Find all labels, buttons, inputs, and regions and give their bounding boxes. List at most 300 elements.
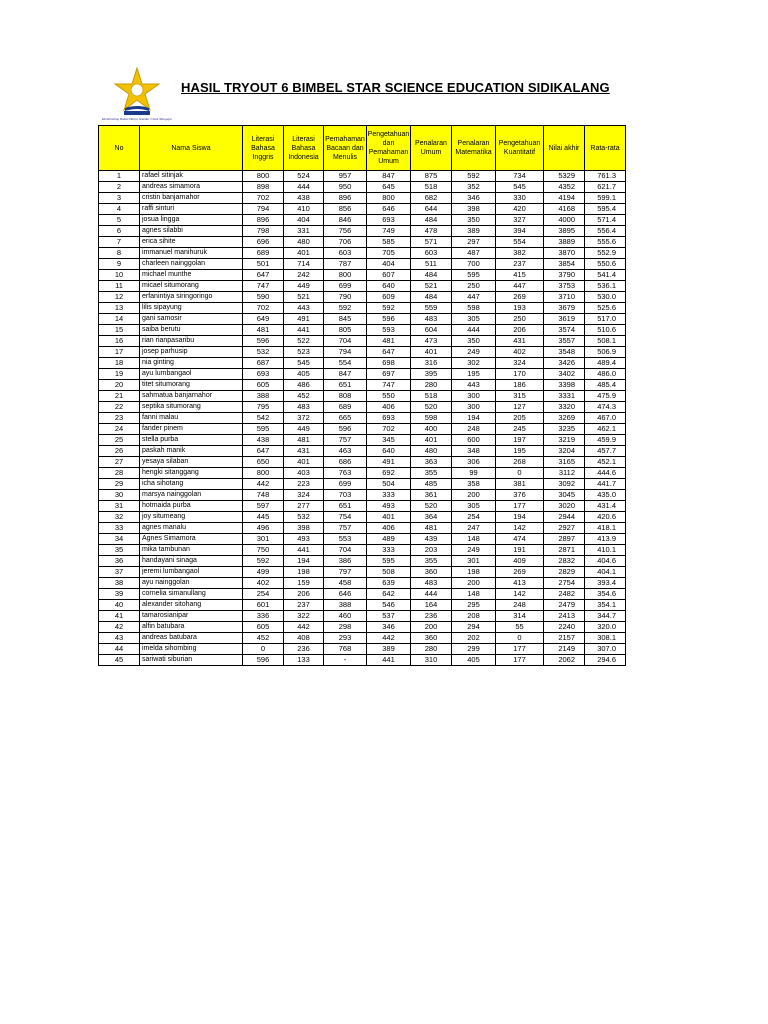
cell-literasi-inggris: 605 bbox=[243, 380, 284, 391]
cell-pengetahuan-kuantitatif: 142 bbox=[496, 523, 544, 534]
table-row bbox=[99, 237, 626, 248]
cell-penalaran-matematika: 352 bbox=[452, 182, 496, 193]
cell-rata-rata: 621.7 bbox=[585, 182, 626, 193]
cell-pengetahuan-kuantitatif: 205 bbox=[496, 413, 544, 424]
cell-penalaran-umum: 360 bbox=[411, 567, 452, 578]
cell-nilai-akhir: 2479 bbox=[544, 600, 585, 611]
cell-pemahaman-bacaan: 896 bbox=[324, 193, 367, 204]
cell-no: 1 bbox=[99, 171, 140, 182]
cell-name: ayu nainggolan bbox=[140, 578, 243, 589]
cell-name: mika tambunan bbox=[140, 545, 243, 556]
cell-penalaran-matematika: 405 bbox=[452, 655, 496, 666]
cell-pemahaman-bacaan: 706 bbox=[324, 237, 367, 248]
cell-pemahaman-bacaan: 794 bbox=[324, 347, 367, 358]
cell-name: gani samosir bbox=[140, 314, 243, 325]
cell-pengetahuan-kuantitatif: 142 bbox=[496, 589, 544, 600]
cell-name: sahmatua banjarnahor bbox=[140, 391, 243, 402]
cell-pemahaman-bacaan: 797 bbox=[324, 567, 367, 578]
cell-nilai-akhir: 3426 bbox=[544, 358, 585, 369]
table-row bbox=[99, 435, 626, 446]
cell-penalaran-umum: 355 bbox=[411, 468, 452, 479]
cell-pemahaman-bacaan: 553 bbox=[324, 534, 367, 545]
cell-name: fander pinem bbox=[140, 424, 243, 435]
cell-literasi-inggris: 702 bbox=[243, 303, 284, 314]
cell-literasi-indonesia: 401 bbox=[284, 457, 324, 468]
cell-pengetahuan-umum: 442 bbox=[367, 633, 411, 644]
cell-pemahaman-bacaan: 293 bbox=[324, 633, 367, 644]
table-row bbox=[99, 347, 626, 358]
cell-literasi-inggris: 452 bbox=[243, 633, 284, 644]
cell-penalaran-matematika: 306 bbox=[452, 457, 496, 468]
cell-penalaran-umum: 236 bbox=[411, 611, 452, 622]
cell-name: josua lingga bbox=[140, 215, 243, 226]
cell-name: stella purba bbox=[140, 435, 243, 446]
cell-no: 5 bbox=[99, 215, 140, 226]
cell-pengetahuan-kuantitatif: 545 bbox=[496, 182, 544, 193]
cell-pengetahuan-kuantitatif: 314 bbox=[496, 611, 544, 622]
cell-no: 26 bbox=[99, 446, 140, 457]
cell-penalaran-umum: 484 bbox=[411, 270, 452, 281]
cell-penalaran-matematika: 295 bbox=[452, 600, 496, 611]
cell-no: 20 bbox=[99, 380, 140, 391]
cell-pemahaman-bacaan: 800 bbox=[324, 270, 367, 281]
cell-penalaran-umum: 520 bbox=[411, 501, 452, 512]
cell-literasi-indonesia: 486 bbox=[284, 380, 324, 391]
cell-nilai-akhir: 4194 bbox=[544, 193, 585, 204]
cell-name: cristin banjarnahor bbox=[140, 193, 243, 204]
cell-nilai-akhir: 2157 bbox=[544, 633, 585, 644]
cell-no: 6 bbox=[99, 226, 140, 237]
cell-penalaran-matematika: 299 bbox=[452, 644, 496, 655]
cell-literasi-indonesia: 194 bbox=[284, 556, 324, 567]
cell-penalaran-umum: 360 bbox=[411, 633, 452, 644]
cell-pengetahuan-kuantitatif: 315 bbox=[496, 391, 544, 402]
cell-literasi-indonesia: 483 bbox=[284, 402, 324, 413]
cell-nilai-akhir: 3398 bbox=[544, 380, 585, 391]
cell-pemahaman-bacaan: 298 bbox=[324, 622, 367, 633]
cell-pengetahuan-kuantitatif: 186 bbox=[496, 380, 544, 391]
cell-no: 43 bbox=[99, 633, 140, 644]
cell-penalaran-matematika: 487 bbox=[452, 248, 496, 259]
cell-penalaran-umum: 439 bbox=[411, 534, 452, 545]
table-row bbox=[99, 380, 626, 391]
header-penalaran-umum: Penalaran Umum bbox=[411, 126, 452, 171]
cell-literasi-inggris: 747 bbox=[243, 281, 284, 292]
cell-nilai-akhir: 2897 bbox=[544, 534, 585, 545]
header-penalaran-matematika: Penalaran Matematika bbox=[452, 126, 496, 171]
cell-pengetahuan-kuantitatif: 734 bbox=[496, 171, 544, 182]
cell-name: rian rianpasaribu bbox=[140, 336, 243, 347]
cell-penalaran-matematika: 249 bbox=[452, 545, 496, 556]
table-row bbox=[99, 655, 626, 666]
table-row bbox=[99, 490, 626, 501]
cell-no: 11 bbox=[99, 281, 140, 292]
table-row bbox=[99, 215, 626, 226]
cell-pemahaman-bacaan: 460 bbox=[324, 611, 367, 622]
cell-pengetahuan-kuantitatif: 394 bbox=[496, 226, 544, 237]
cell-pengetahuan-umum: 504 bbox=[367, 479, 411, 490]
cell-penalaran-matematika: 346 bbox=[452, 193, 496, 204]
cell-penalaran-matematika: 600 bbox=[452, 435, 496, 446]
cell-rata-rata: 354.6 bbox=[585, 589, 626, 600]
cell-nilai-akhir: 3045 bbox=[544, 490, 585, 501]
cell-nilai-akhir: 2944 bbox=[544, 512, 585, 523]
table-row bbox=[99, 413, 626, 424]
cell-name: icha sihotang bbox=[140, 479, 243, 490]
cell-literasi-inggris: 647 bbox=[243, 270, 284, 281]
cell-nilai-akhir: 2413 bbox=[544, 611, 585, 622]
cell-rata-rata: 550.6 bbox=[585, 259, 626, 270]
cell-penalaran-matematika: 389 bbox=[452, 226, 496, 237]
cell-pengetahuan-kuantitatif: 197 bbox=[496, 435, 544, 446]
table-row bbox=[99, 644, 626, 655]
table-row bbox=[99, 556, 626, 567]
cell-pengetahuan-umum: 645 bbox=[367, 182, 411, 193]
cell-pengetahuan-umum: 592 bbox=[367, 303, 411, 314]
cell-literasi-inggris: 693 bbox=[243, 369, 284, 380]
star-logo bbox=[102, 64, 172, 122]
cell-penalaran-matematika: 444 bbox=[452, 325, 496, 336]
cell-name: jeremi lumbangaol bbox=[140, 567, 243, 578]
results-table bbox=[98, 125, 626, 666]
cell-pemahaman-bacaan: - bbox=[324, 655, 367, 666]
cell-pengetahuan-kuantitatif: 409 bbox=[496, 556, 544, 567]
cell-nilai-akhir: 3619 bbox=[544, 314, 585, 325]
cell-name: titet situmorang bbox=[140, 380, 243, 391]
cell-penalaran-umum: 203 bbox=[411, 545, 452, 556]
table-row bbox=[99, 446, 626, 457]
cell-literasi-inggris: 254 bbox=[243, 589, 284, 600]
cell-no: 24 bbox=[99, 424, 140, 435]
cell-name: rafael sitinjak bbox=[140, 171, 243, 182]
cell-literasi-inggris: 438 bbox=[243, 435, 284, 446]
cell-literasi-indonesia: 431 bbox=[284, 446, 324, 457]
cell-pengetahuan-umum: 640 bbox=[367, 281, 411, 292]
table-row bbox=[99, 523, 626, 534]
cell-pengetahuan-umum: 489 bbox=[367, 534, 411, 545]
table-row bbox=[99, 534, 626, 545]
cell-pemahaman-bacaan: 790 bbox=[324, 292, 367, 303]
cell-pengetahuan-umum: 491 bbox=[367, 457, 411, 468]
cell-pemahaman-bacaan: 686 bbox=[324, 457, 367, 468]
table-row bbox=[99, 479, 626, 490]
cell-literasi-indonesia: 441 bbox=[284, 325, 324, 336]
cell-pengetahuan-kuantitatif: 327 bbox=[496, 215, 544, 226]
table-row bbox=[99, 589, 626, 600]
cell-literasi-indonesia: 223 bbox=[284, 479, 324, 490]
cell-name: handayani sinaga bbox=[140, 556, 243, 567]
table-row bbox=[99, 270, 626, 281]
cell-literasi-indonesia: 372 bbox=[284, 413, 324, 424]
cell-pemahaman-bacaan: 845 bbox=[324, 314, 367, 325]
cell-nilai-akhir: 3548 bbox=[544, 347, 585, 358]
cell-pemahaman-bacaan: 463 bbox=[324, 446, 367, 457]
cell-literasi-inggris: 596 bbox=[243, 336, 284, 347]
cell-rata-rata: 489.4 bbox=[585, 358, 626, 369]
cell-pengetahuan-kuantitatif: 193 bbox=[496, 303, 544, 314]
cell-rata-rata: 474.3 bbox=[585, 402, 626, 413]
cell-penalaran-umum: 484 bbox=[411, 215, 452, 226]
cell-penalaran-umum: 604 bbox=[411, 325, 452, 336]
table-row bbox=[99, 204, 626, 215]
cell-pengetahuan-umum: 406 bbox=[367, 523, 411, 534]
cell-literasi-inggris: 750 bbox=[243, 545, 284, 556]
cell-rata-rata: 435.0 bbox=[585, 490, 626, 501]
header-pemahaman-bacaan: Pemahaman Bacaan dan Menulis bbox=[324, 126, 367, 171]
cell-no: 25 bbox=[99, 435, 140, 446]
cell-no: 38 bbox=[99, 578, 140, 589]
cell-name: andreas batubara bbox=[140, 633, 243, 644]
cell-name: sariwati siburian bbox=[140, 655, 243, 666]
cell-no: 34 bbox=[99, 534, 140, 545]
cell-literasi-inggris: 898 bbox=[243, 182, 284, 193]
table-row bbox=[99, 391, 626, 402]
cell-pengetahuan-kuantitatif: 415 bbox=[496, 270, 544, 281]
cell-nilai-akhir: 2149 bbox=[544, 644, 585, 655]
cell-penalaran-umum: 361 bbox=[411, 490, 452, 501]
cell-penalaran-matematika: 202 bbox=[452, 633, 496, 644]
cell-nilai-akhir: 2832 bbox=[544, 556, 585, 567]
cell-name: paskah manik bbox=[140, 446, 243, 457]
cell-name: hotmaida purba bbox=[140, 501, 243, 512]
cell-nilai-akhir: 2927 bbox=[544, 523, 585, 534]
cell-rata-rata: 441.7 bbox=[585, 479, 626, 490]
table-row bbox=[99, 369, 626, 380]
cell-literasi-inggris: 445 bbox=[243, 512, 284, 523]
cell-rata-rata: 552.9 bbox=[585, 248, 626, 259]
cell-penalaran-umum: 363 bbox=[411, 457, 452, 468]
cell-pemahaman-bacaan: 950 bbox=[324, 182, 367, 193]
cell-pengetahuan-umum: 595 bbox=[367, 556, 411, 567]
cell-pengetahuan-kuantitatif: 402 bbox=[496, 347, 544, 358]
cell-name: cornelia simanullang bbox=[140, 589, 243, 600]
cell-pengetahuan-umum: 647 bbox=[367, 347, 411, 358]
cell-rata-rata: 506.9 bbox=[585, 347, 626, 358]
cell-penalaran-umum: 355 bbox=[411, 556, 452, 567]
page-title: HASIL TRYOUT 6 BIMBEL STAR SCIENCE EDUCATION SIDIKALANG bbox=[181, 80, 610, 95]
cell-pengetahuan-umum: 406 bbox=[367, 402, 411, 413]
cell-pemahaman-bacaan: 651 bbox=[324, 501, 367, 512]
cell-pengetahuan-umum: 596 bbox=[367, 314, 411, 325]
cell-literasi-indonesia: 401 bbox=[284, 248, 324, 259]
cell-no: 32 bbox=[99, 512, 140, 523]
cell-pengetahuan-kuantitatif: 194 bbox=[496, 512, 544, 523]
header-nama-siswa: Nama Siswa bbox=[140, 126, 243, 171]
cell-literasi-inggris: 595 bbox=[243, 424, 284, 435]
cell-literasi-indonesia: 236 bbox=[284, 644, 324, 655]
cell-literasi-inggris: 896 bbox=[243, 215, 284, 226]
cell-penalaran-matematika: 300 bbox=[452, 402, 496, 413]
cell-penalaran-umum: 480 bbox=[411, 446, 452, 457]
cell-name: erfanintiya siringoringo bbox=[140, 292, 243, 303]
cell-rata-rata: 525.6 bbox=[585, 303, 626, 314]
header-no: No bbox=[99, 126, 140, 171]
cell-pengetahuan-kuantitatif: 324 bbox=[496, 358, 544, 369]
cell-pengetahuan-umum: 747 bbox=[367, 380, 411, 391]
cell-pengetahuan-umum: 508 bbox=[367, 567, 411, 578]
cell-penalaran-matematika: 301 bbox=[452, 556, 496, 567]
cell-name: saiba berutu bbox=[140, 325, 243, 336]
cell-penalaran-matematika: 294 bbox=[452, 622, 496, 633]
cell-pengetahuan-umum: 481 bbox=[367, 336, 411, 347]
cell-literasi-indonesia: 532 bbox=[284, 512, 324, 523]
cell-rata-rata: 599.1 bbox=[585, 193, 626, 204]
cell-pemahaman-bacaan: 458 bbox=[324, 578, 367, 589]
cell-literasi-inggris: 499 bbox=[243, 567, 284, 578]
cell-penalaran-umum: 310 bbox=[411, 655, 452, 666]
cell-nilai-akhir: 3895 bbox=[544, 226, 585, 237]
cell-pengetahuan-umum: 749 bbox=[367, 226, 411, 237]
cell-pengetahuan-umum: 646 bbox=[367, 204, 411, 215]
cell-no: 22 bbox=[99, 402, 140, 413]
cell-pengetahuan-kuantitatif: 268 bbox=[496, 457, 544, 468]
cell-pengetahuan-kuantitatif: 245 bbox=[496, 424, 544, 435]
cell-nilai-akhir: 2829 bbox=[544, 567, 585, 578]
cell-penalaran-umum: 571 bbox=[411, 237, 452, 248]
cell-no: 33 bbox=[99, 523, 140, 534]
cell-literasi-inggris: 481 bbox=[243, 325, 284, 336]
cell-pengetahuan-umum: 642 bbox=[367, 589, 411, 600]
cell-nilai-akhir: 2240 bbox=[544, 622, 585, 633]
cell-literasi-inggris: 336 bbox=[243, 611, 284, 622]
cell-rata-rata: 485.4 bbox=[585, 380, 626, 391]
cell-literasi-indonesia: 133 bbox=[284, 655, 324, 666]
cell-pengetahuan-umum: 546 bbox=[367, 600, 411, 611]
cell-pemahaman-bacaan: 756 bbox=[324, 226, 367, 237]
cell-pengetahuan-kuantitatif: 195 bbox=[496, 446, 544, 457]
cell-pemahaman-bacaan: 754 bbox=[324, 512, 367, 523]
cell-rata-rata: 294.6 bbox=[585, 655, 626, 666]
table-row bbox=[99, 622, 626, 633]
cell-literasi-indonesia: 237 bbox=[284, 600, 324, 611]
cell-penalaran-umum: 200 bbox=[411, 622, 452, 633]
cell-rata-rata: 508.1 bbox=[585, 336, 626, 347]
cell-nilai-akhir: 3331 bbox=[544, 391, 585, 402]
cell-no: 4 bbox=[99, 204, 140, 215]
cell-literasi-indonesia: 493 bbox=[284, 534, 324, 545]
cell-penalaran-matematika: 305 bbox=[452, 314, 496, 325]
cell-penalaran-umum: 280 bbox=[411, 644, 452, 655]
cell-literasi-inggris: 605 bbox=[243, 622, 284, 633]
cell-literasi-indonesia: 545 bbox=[284, 358, 324, 369]
cell-pengetahuan-kuantitatif: 0 bbox=[496, 468, 544, 479]
cell-penalaran-umum: 401 bbox=[411, 347, 452, 358]
cell-literasi-indonesia: 206 bbox=[284, 589, 324, 600]
cell-penalaran-matematika: 148 bbox=[452, 589, 496, 600]
cell-nilai-akhir: 2754 bbox=[544, 578, 585, 589]
cell-pengetahuan-umum: 493 bbox=[367, 501, 411, 512]
cell-no: 42 bbox=[99, 622, 140, 633]
cell-name: hengki sitanggang bbox=[140, 468, 243, 479]
cell-literasi-indonesia: 524 bbox=[284, 171, 324, 182]
cell-pengetahuan-kuantitatif: 413 bbox=[496, 578, 544, 589]
cell-pengetahuan-kuantitatif: 250 bbox=[496, 314, 544, 325]
cell-penalaran-matematika: 194 bbox=[452, 413, 496, 424]
cell-name: marsya nainggolan bbox=[140, 490, 243, 501]
cell-literasi-inggris: 0 bbox=[243, 644, 284, 655]
cell-pemahaman-bacaan: 805 bbox=[324, 325, 367, 336]
cell-literasi-indonesia: 404 bbox=[284, 215, 324, 226]
cell-penalaran-umum: 603 bbox=[411, 248, 452, 259]
cell-no: 45 bbox=[99, 655, 140, 666]
table-row bbox=[99, 358, 626, 369]
cell-nilai-akhir: 3204 bbox=[544, 446, 585, 457]
cell-penalaran-matematika: 358 bbox=[452, 479, 496, 490]
header-row bbox=[99, 126, 626, 171]
cell-penalaran-matematika: 249 bbox=[452, 347, 496, 358]
cell-no: 31 bbox=[99, 501, 140, 512]
cell-literasi-inggris: 402 bbox=[243, 578, 284, 589]
header-literasi-bahasa-indonesia: Literasi Bahasa Indonesia bbox=[284, 126, 324, 171]
cell-nilai-akhir: 3269 bbox=[544, 413, 585, 424]
cell-penalaran-matematika: 348 bbox=[452, 446, 496, 457]
star-logo-icon bbox=[102, 64, 172, 122]
cell-literasi-inggris: 442 bbox=[243, 479, 284, 490]
cell-name: Agnes Simamora bbox=[140, 534, 243, 545]
cell-penalaran-umum: 644 bbox=[411, 204, 452, 215]
cell-rata-rata: 457.7 bbox=[585, 446, 626, 457]
cell-literasi-inggris: 689 bbox=[243, 248, 284, 259]
cell-name: micael situmorang bbox=[140, 281, 243, 292]
cell-literasi-inggris: 702 bbox=[243, 193, 284, 204]
cell-nilai-akhir: 3557 bbox=[544, 336, 585, 347]
cell-pengetahuan-umum: 800 bbox=[367, 193, 411, 204]
cell-nilai-akhir: 4168 bbox=[544, 204, 585, 215]
cell-rata-rata: 404.6 bbox=[585, 556, 626, 567]
cell-no: 2 bbox=[99, 182, 140, 193]
cell-penalaran-umum: 598 bbox=[411, 413, 452, 424]
cell-rata-rata: 413.9 bbox=[585, 534, 626, 545]
cell-name: septika situmorang bbox=[140, 402, 243, 413]
cell-penalaran-matematika: 350 bbox=[452, 215, 496, 226]
table-row bbox=[99, 336, 626, 347]
cell-pengetahuan-umum: 693 bbox=[367, 215, 411, 226]
cell-pemahaman-bacaan: 703 bbox=[324, 490, 367, 501]
cell-no: 15 bbox=[99, 325, 140, 336]
cell-pengetahuan-umum: 441 bbox=[367, 655, 411, 666]
cell-penalaran-matematika: 250 bbox=[452, 281, 496, 292]
cell-pengetahuan-umum: 640 bbox=[367, 446, 411, 457]
cell-pengetahuan-umum: 593 bbox=[367, 325, 411, 336]
cell-name: imelda sihombing bbox=[140, 644, 243, 655]
cell-literasi-indonesia: 449 bbox=[284, 281, 324, 292]
cell-rata-rata: 444.6 bbox=[585, 468, 626, 479]
cell-pengetahuan-kuantitatif: 170 bbox=[496, 369, 544, 380]
table-row bbox=[99, 259, 626, 270]
cell-nilai-akhir: 3854 bbox=[544, 259, 585, 270]
cell-name: immanuel manihuruk bbox=[140, 248, 243, 259]
table-row bbox=[99, 457, 626, 468]
cell-name: alfin batubara bbox=[140, 622, 243, 633]
table-row bbox=[99, 512, 626, 523]
cell-rata-rata: 410.1 bbox=[585, 545, 626, 556]
cell-pengetahuan-kuantitatif: 237 bbox=[496, 259, 544, 270]
cell-rata-rata: 556.4 bbox=[585, 226, 626, 237]
cell-nilai-akhir: 2871 bbox=[544, 545, 585, 556]
cell-no: 3 bbox=[99, 193, 140, 204]
cell-penalaran-matematika: 247 bbox=[452, 523, 496, 534]
cell-penalaran-matematika: 447 bbox=[452, 292, 496, 303]
cell-literasi-indonesia: 714 bbox=[284, 259, 324, 270]
cell-literasi-inggris: 501 bbox=[243, 259, 284, 270]
table-row bbox=[99, 182, 626, 193]
cell-literasi-inggris: 388 bbox=[243, 391, 284, 402]
cell-name: lilis sipayung bbox=[140, 303, 243, 314]
cell-penalaran-matematika: 305 bbox=[452, 501, 496, 512]
cell-nilai-akhir: 3889 bbox=[544, 237, 585, 248]
cell-rata-rata: 308.1 bbox=[585, 633, 626, 644]
cell-literasi-inggris: 649 bbox=[243, 314, 284, 325]
